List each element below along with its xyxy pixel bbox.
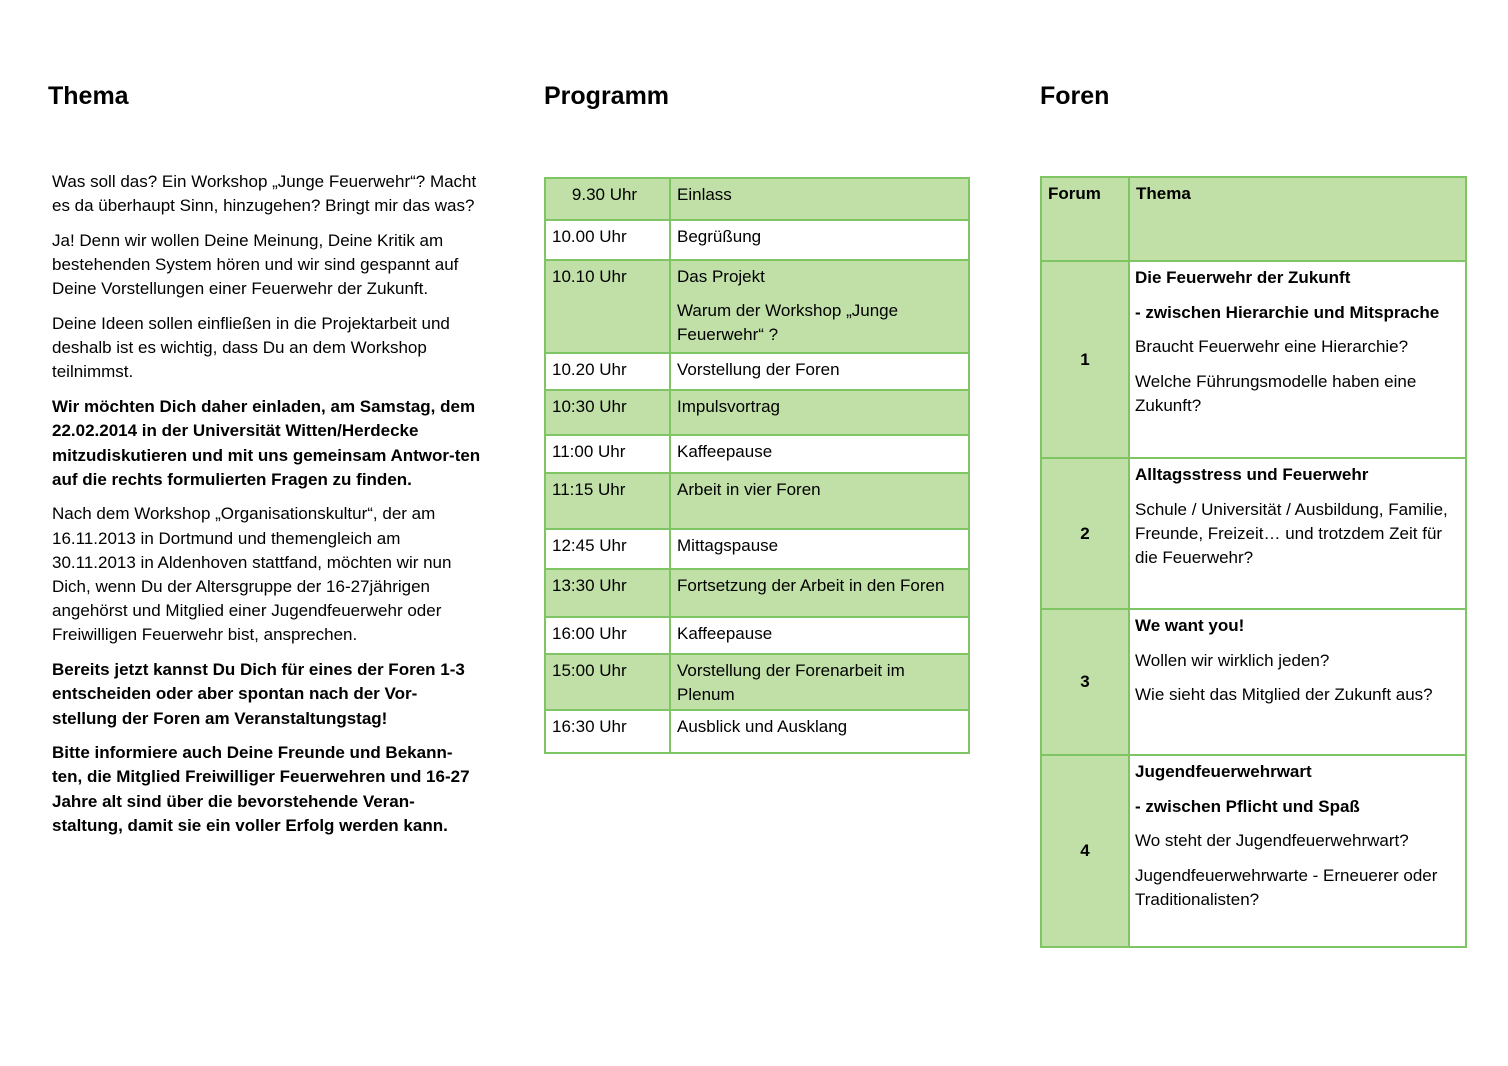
program-row <box>545 529 969 569</box>
program-activity: Ausblick und Ausklang <box>670 710 969 753</box>
forum-topic-title: We want you! <box>1135 616 1245 635</box>
forum-number: 1 <box>1041 261 1129 458</box>
program-row <box>545 654 969 710</box>
forum-topic-subtitle: - zwischen Pflicht und Spaß <box>1135 796 1360 816</box>
forum-row <box>1041 755 1466 947</box>
program-row <box>545 569 969 617</box>
program-time: 11:15 Uhr <box>545 473 670 529</box>
thema-column-header: Thema <box>1129 177 1466 261</box>
program-activity: Vorstellung der Forenarbeit im Plenum <box>670 654 969 710</box>
forum-number: 2 <box>1041 458 1129 609</box>
program-row <box>545 260 969 353</box>
forum-question: Braucht Feuerwehr eine Hierarchie? <box>1135 337 1409 356</box>
forum-table <box>1040 176 1467 948</box>
forum-topic <box>1129 458 1466 609</box>
program-time: 10.00 Uhr <box>545 220 670 260</box>
program-activity: Kaffeepause <box>670 435 969 473</box>
forum-question: Wie sieht das Mitglied der Zukunft aus? <box>1135 685 1433 704</box>
program-time: 10.10 Uhr <box>545 260 670 353</box>
forum-topic-title: Alltagsstress und Feuerwehr <box>1135 465 1369 484</box>
forum-question: Jugendfeuerwehrwarte - Erneuerer oder Traditionalisten? <box>1135 865 1438 909</box>
thema-paragraph: Deine Ideen sollen einfließen in die Projektarbeit und deshalb ist es wichtig, dass Du an dem Workshop teilnimmst. <box>52 314 450 382</box>
forum-topic-title: Die Feuerwehr der Zukunft <box>1135 268 1351 287</box>
program-activity: Einlass <box>670 178 969 220</box>
program-row <box>545 353 969 390</box>
forum-topic <box>1129 261 1466 458</box>
program-table <box>544 177 970 754</box>
forum-column-header: Forum <box>1041 177 1129 261</box>
thema-text <box>52 170 482 849</box>
program-row <box>545 617 969 654</box>
program-row <box>545 473 969 529</box>
program-time: 16:00 Uhr <box>545 617 670 654</box>
program-activity: Vorstellung der Foren <box>670 353 969 390</box>
program-activity: Begrüßung <box>670 220 969 260</box>
program-row <box>545 390 969 435</box>
program-time: 11:00 Uhr <box>545 435 670 473</box>
program-time: 10.20 Uhr <box>545 353 670 390</box>
foren-heading: Foren <box>1040 82 1110 110</box>
forum-number: 4 <box>1041 755 1129 947</box>
thema-paragraph: Was soll das? Ein Workshop „Junge Feuerwehr“? Macht es da überhaupt Sinn, hinzugehen? Bringt mir das was? <box>52 172 477 216</box>
thema-paragraph-bold: Wir möchten Dich daher einladen, am Samstag, dem 22.02.2014 in der Universität Witten/Herdecke mitzudiskutieren und mit uns gemeinsam Antwor-ten auf die rechts formulierten Fragen zu finden. <box>52 397 481 489</box>
program-time: 12:45 Uhr <box>545 529 670 569</box>
forum-row <box>1041 458 1466 609</box>
program-row <box>545 178 969 220</box>
program-activity: Arbeit in vier Foren <box>670 473 969 529</box>
program-time: 13:30 Uhr <box>545 569 670 617</box>
forum-question: Wo steht der Jugendfeuerwehrwart? <box>1135 831 1409 850</box>
program-activity-title: Das Projekt <box>677 267 765 286</box>
program-row <box>545 710 969 753</box>
thema-paragraph-bold: Bereits jetzt kannst Du Dich für eines der Foren 1-3 entscheiden oder aber spontan nach der Vor-stellung der Foren am Veranstaltungstag! <box>52 660 465 728</box>
program-activity: Mittagspause <box>670 529 969 569</box>
forum-question: Welche Führungsmodelle haben eine Zukunft? <box>1135 371 1417 415</box>
forum-topic-title: Jugendfeuerwehrwart <box>1135 762 1312 781</box>
program-activity <box>670 260 969 353</box>
program-time: 10:30 Uhr <box>545 390 670 435</box>
program-activity: Impulsvortrag <box>670 390 969 435</box>
program-activity: Kaffeepause <box>670 617 969 654</box>
forum-topic <box>1129 609 1466 755</box>
program-time: 15:00 Uhr <box>545 654 670 710</box>
thema-paragraph: Ja! Denn wir wollen Deine Meinung, Deine Kritik am bestehenden System hören und wir sind gespannt auf Deine Vorstellungen einer Feuerwehr der Zukunft. <box>52 230 459 299</box>
thema-paragraph-bold: Bitte informiere auch Deine Freunde und Bekann-ten, die Mitglied Freiwilliger Feuerwehren und 16-27 Jahre alt sind über die bevorstehende Veran-staltung, damit sie ein voller Erfolg werden kann. <box>52 743 470 835</box>
forum-table-header <box>1041 177 1466 261</box>
forum-number: 3 <box>1041 609 1129 755</box>
forum-topic-subtitle: - zwischen Hierarchie und Mitsprache <box>1135 302 1440 322</box>
forum-topic <box>1129 755 1466 947</box>
forum-question: Wollen wir wirklich jeden? <box>1135 650 1330 670</box>
program-activity: Fortsetzung der Arbeit in den Foren <box>670 569 969 617</box>
forum-question: Schule / Universität / Ausbildung, Familie, Freunde, Freizeit… und trotzdem Zeit für die Feuerwehr? <box>1135 499 1448 567</box>
program-time: 16:30 Uhr <box>545 710 670 753</box>
thema-heading: Thema <box>48 82 129 110</box>
thema-paragraph: Nach dem Workshop „Organisationskultur“, der am 16.11.2013 in Dortmund und themengleich am 30.11.2013 in Aldenhoven stattfand, möchten wir nun Dich, wenn Du der Altersgruppe der 16-27jährigen angehörst und Mitglied einer Jugendfeuerwehr oder Freiwilligen Feuerwehr bist, ansprechen. <box>52 504 452 645</box>
program-row <box>545 435 969 473</box>
programm-heading: Programm <box>544 82 670 110</box>
program-time: 9.30 Uhr <box>545 178 670 220</box>
forum-row <box>1041 609 1466 755</box>
program-activity-subtitle: Warum der Workshop „Junge Feuerwehr“ ? <box>677 301 899 344</box>
forum-row <box>1041 261 1466 458</box>
program-row <box>545 220 969 260</box>
